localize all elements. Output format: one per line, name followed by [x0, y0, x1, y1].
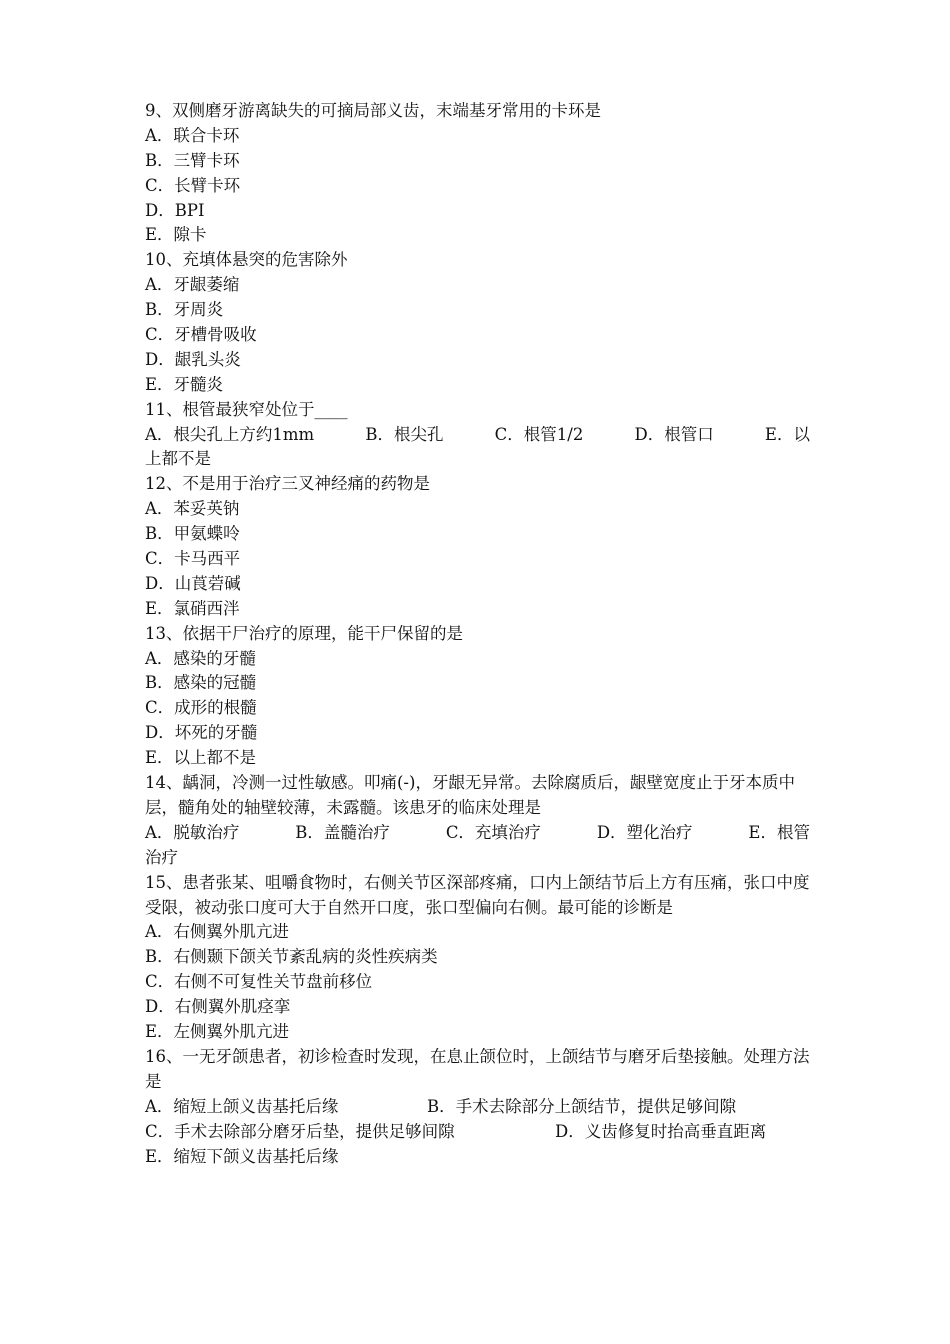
answer-option: C．手术去除部分磨牙后垫，提供足够间隙 — [145, 1121, 455, 1141]
answer-option: C．牙槽骨吸收 — [145, 325, 257, 345]
answer-option: A．脱敏治疗 — [145, 822, 240, 842]
answer-option: B．甲氨蝶呤 — [145, 524, 240, 544]
question-stem: 12、不是用于治疗三叉神经痛的药物是 — [145, 474, 430, 494]
answer-option: D．右侧翼外肌痉挛 — [145, 997, 291, 1017]
answer-option: C．卡马西平 — [145, 549, 241, 569]
answer-option: A．根尖孔上方约1mm — [145, 424, 315, 444]
answer-option: B．三臂卡环 — [145, 150, 240, 170]
answer-option: A．苯妥英钠 — [145, 499, 240, 519]
question-stem: 9、双侧磨牙游离缺失的可摘局部义齿，末端基牙常用的卡环是 — [145, 101, 601, 120]
answer-option: B．右侧颞下颌关节紊乱病的炎性疾病类 — [145, 947, 438, 967]
answer-option: E．以 — [764, 424, 810, 444]
answer-option: A．联合卡环 — [145, 125, 240, 145]
inline-options — [145, 821, 810, 846]
answer-option: B．感染的冠髓 — [145, 673, 257, 693]
answer-option: E．缩短下颌义齿基托后缘 — [145, 1146, 339, 1166]
answer-option: A．牙龈萎缩 — [145, 275, 240, 295]
answer-option: D．龈乳头炎 — [145, 349, 241, 369]
question-list — [145, 99, 810, 1169]
option-continuation: 治疗 — [145, 847, 178, 867]
answer-option: B．手术去除部分上颌结节，提供足够间隙 — [427, 1096, 737, 1116]
answer-option: E．左侧翼外肌亢进 — [145, 1022, 290, 1042]
answer-option: D．义齿修复时抬高垂直距离 — [555, 1121, 767, 1141]
question-stem: 11、根管最狭窄处位于____ — [145, 399, 348, 419]
answer-option: C．充填治疗 — [445, 822, 541, 842]
answer-option: A．感染的牙髓 — [145, 648, 256, 668]
inline-options — [145, 1120, 810, 1145]
answer-option: B．牙周炎 — [145, 300, 224, 320]
answer-option: A．右侧翼外肌亢进 — [145, 922, 289, 942]
answer-option: C．成形的根髓 — [145, 698, 257, 718]
answer-option: D．根管口 — [634, 424, 714, 444]
option-continuation: 上都不是 — [145, 449, 211, 469]
question-stem: 13、依据干尸治疗的原理，能干尸保留的是 — [145, 623, 463, 643]
answer-option: D．坏死的牙髓 — [145, 723, 258, 743]
question-stem: 10、充填体悬突的危害除外 — [145, 250, 348, 270]
answer-option: E．氯硝西泮 — [145, 598, 240, 618]
question-stem: 14、龋洞，冷测一过性敏感。叩痛(-)，牙龈无异常。去除腐质后，龈壁宽度止于牙本质中层，髓角处的轴壁较薄，未露髓。该患牙的临床处理是 — [145, 773, 795, 817]
inline-options — [145, 423, 810, 448]
answer-option: C．右侧不可复性关节盘前移位 — [145, 972, 373, 992]
answer-option: D．山莨菪碱 — [145, 573, 241, 593]
answer-option: E．根管 — [748, 822, 810, 842]
question-stem: 16、一无牙颌患者，初诊检查时发现，在息止颌位时，上颌结节与磨牙后垫接触。处理方法是 — [145, 1046, 810, 1091]
answer-option: C．根管1/2 — [494, 424, 584, 444]
question-stem: 15、患者张某、咀嚼食物时，右侧关节区深部疼痛，口内上颌结节后上方有压痛，张口中度受限，被动张口度可大于自然开口度，张口型偏向右侧。最可能的诊断是 — [145, 872, 810, 917]
answer-option: E．以上都不是 — [145, 748, 257, 768]
answer-option: D．BPI — [145, 200, 205, 220]
answer-option: A．缩短上颌义齿基托后缘 — [145, 1096, 339, 1116]
answer-option: C．长臂卡环 — [145, 175, 241, 195]
answer-option: B．根尖孔 — [365, 424, 444, 444]
answer-option: E．隙卡 — [145, 225, 207, 245]
inline-options — [145, 1095, 810, 1120]
answer-option: E．牙髓炎 — [145, 374, 224, 394]
answer-option: D．塑化治疗 — [596, 822, 693, 842]
answer-option: B．盖髓治疗 — [295, 822, 390, 842]
